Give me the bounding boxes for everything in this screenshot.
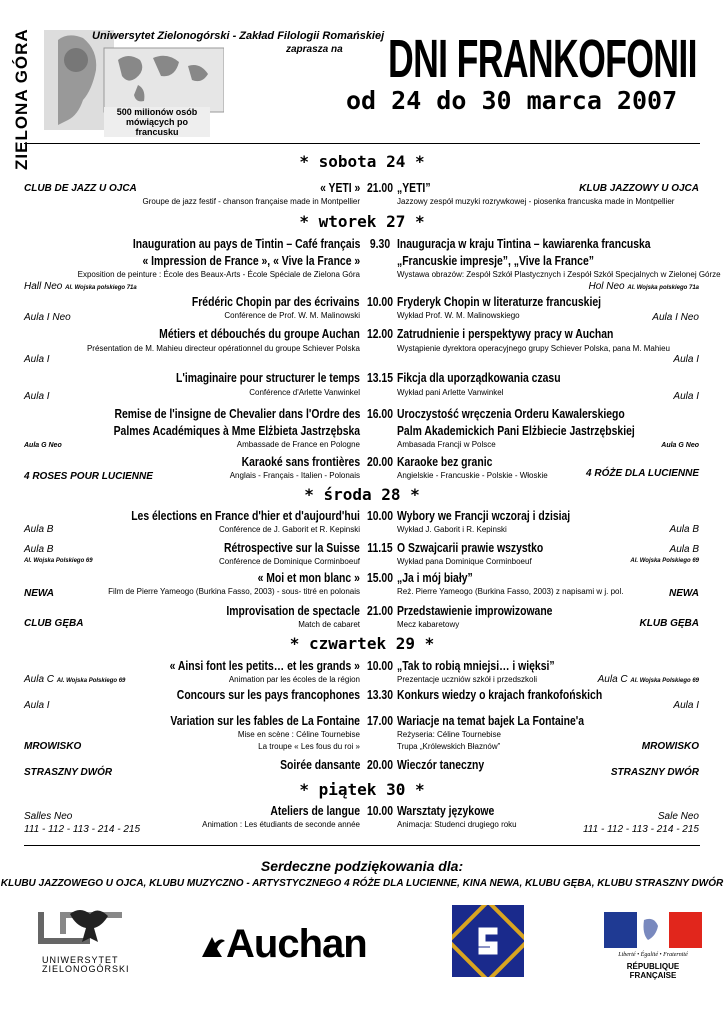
event-row [20, 236, 721, 292]
event-time: 21.00 [366, 180, 394, 195]
venue-pl: Aula B [669, 524, 699, 535]
venue-fr: Aula B [24, 544, 54, 555]
venue-pl: Aula C Al. Wojska Polskiego 69 [597, 674, 699, 685]
event-title-pl: Fikcja dla uporządkowania czasu [397, 370, 561, 385]
day-heading: * czwartek 29 * [289, 634, 435, 653]
day-heading: * sobota 24 * [299, 152, 425, 171]
event-desc-pl: Mecz kabaretowy [397, 620, 460, 629]
venue-pl: MROWISKO [641, 741, 699, 752]
venue-pl: Sale Neo [657, 811, 699, 822]
venue-fr: 4 ROSES POUR LUCIENNE [24, 471, 153, 482]
event-title-pl: Warsztaty językowe [397, 803, 495, 818]
venue-fr: Aula G Neo [24, 442, 62, 449]
event-title-pl: O Szwajcarii prawie wszystko [397, 540, 544, 555]
venue-fr-address: Al. Wojska Polskiego 69 [24, 558, 93, 564]
event-desc-fr: Ambassade de France en Pologne [236, 440, 360, 449]
event-title-pl: Karaoke bez granic [397, 454, 493, 469]
event-desc-fr: Conférence de Prof. W. M. Malinowski [224, 311, 360, 320]
event-time: 10.00 [366, 294, 394, 309]
event-time: 21.00 [366, 603, 394, 618]
venue-pl: Aula G Neo [661, 442, 699, 449]
venue-pl: STRASZNY DWÓR [610, 767, 699, 778]
divider [24, 143, 700, 144]
event-time: 13.30 [366, 687, 394, 702]
venue-pl: Hol Neo Al. Wojska polskiego 71a [588, 281, 699, 292]
day-heading: * piątek 30 * [299, 780, 425, 799]
venue-pl: Aula I [673, 700, 699, 711]
day-heading: * środa 28 * [304, 485, 420, 504]
event-title-fr: « YETI » [319, 180, 360, 195]
event-title-pl-2: Palm Akademickich Pani Elżbiecie Jastrzębskiej [397, 423, 635, 438]
page-title: DNI FRANKOFONII [388, 29, 697, 89]
venue-pl: Aula B [669, 544, 699, 555]
divider [24, 845, 700, 846]
event-title-pl: Fryderyk Chopin w literaturze francuskiej [397, 294, 602, 309]
event-title-pl: Zatrudnienie i perspektywy pracy w Auchan [397, 326, 614, 341]
event-title-pl: Inauguracja w kraju Tintina – kawiarenka francuska [397, 236, 651, 251]
event-desc-fr: Mise en scène : Céline Tournebise [237, 730, 360, 739]
event-desc-fr: Conférence d'Arlette Vanwinkel [249, 388, 360, 397]
event-row [20, 713, 704, 755]
day-heading: * wtorek 27 * [299, 212, 425, 231]
venue-fr: Aula B [24, 524, 54, 535]
venue-pl: Aula I Neo [652, 312, 699, 323]
venue-pl: Aula I [673, 391, 699, 402]
event-time: 20.00 [366, 454, 394, 469]
event-title-pl: „Tak to robią mniejsi… i więksi” [397, 658, 555, 673]
event-desc-pl: Reżyseria: Céline Tournebise [397, 730, 501, 739]
event-desc-fr: Anglais - Français - Italien - Polonais [229, 471, 360, 480]
event-desc-pl: Animacja: Studenci drugiego roku [397, 820, 517, 829]
republic-name: RÉPUBLIQUE FRANÇAISE [626, 962, 680, 980]
event-time: 16.00 [366, 406, 394, 421]
venue-fr: Aula I [24, 391, 50, 402]
venue-fr: Salles Neo [24, 811, 73, 822]
event-time: 12.00 [366, 326, 394, 341]
venue-fr: Aula I Neo [24, 312, 71, 323]
event-title-fr: Rétrospective sur la Suisse [224, 540, 360, 555]
event-desc-fr: Groupe de jazz festif - chanson française made in Montpellier [142, 197, 360, 206]
event-desc-pl: Wystąpienie dyrektora operacyjnego grupy Schiever Polska, pana M. Mahieu [397, 344, 670, 353]
event-desc-pl-2: Trupa „Królewskich Błaznów” [397, 742, 501, 751]
date-range: od 24 do 30 marca 2007 [346, 86, 678, 115]
event-title-pl: Przedstawienie improwizowane [397, 603, 553, 618]
auchan-logo: Auchan [200, 922, 367, 967]
event-title-fr: « Moi et mon blanc » [257, 570, 360, 585]
event-title-fr: Remise de l'insigne de Chevalier dans l'Ordre des [114, 406, 360, 421]
event-desc-pl: Ambasada Francji w Polsce [397, 440, 496, 449]
venue-pl: Aula I [673, 354, 699, 365]
event-desc-pl: Reż. Pierre Yameogo (Burkina Fasso, 2003) z napisami w j. pol. [397, 587, 624, 596]
event-desc-fr: Exposition de peinture : École des Beaux-Arts - École Spéciale de Zielona Góra [77, 270, 360, 279]
event-row [20, 508, 704, 538]
event-time: 9.30 [369, 236, 391, 251]
event-time: 10.00 [366, 658, 394, 673]
city-vertical: ZIELONA GÓRA [12, 28, 31, 170]
event-row [20, 454, 704, 484]
million-speakers: 500 milionów osób mówiących po francusku [104, 107, 210, 137]
event-title-pl: Wybory we Francji wczoraj i dzisiaj [397, 508, 571, 523]
university-logo-text: UNIWERSYTET ZIELONOGÓRSKI [42, 955, 130, 974]
event-row [20, 540, 704, 570]
event-row [20, 406, 704, 452]
venue-fr: MROWISKO [24, 741, 82, 752]
event-title-fr: Improvisation de spectacle [226, 603, 360, 618]
event-desc-pl: Wystawa obrazów: Zespół Szkół Plastycznych i Zespół Szkół Specjalnych w Zielonej Górze [397, 270, 721, 279]
venue-pl-rooms: 111 - 112 - 113 - 214 - 215 [582, 824, 699, 835]
event-desc-pl: Wykład J. Gaborit i R. Kepinski [397, 525, 507, 534]
event-desc-fr: Conférence de J. Gaborit et R. Kepinski [219, 525, 360, 534]
event-row [20, 803, 704, 839]
event-time: 10.00 [366, 508, 394, 523]
event-row [20, 603, 704, 633]
event-title-fr: Frédéric Chopin par des écrivains [192, 294, 360, 309]
event-row [20, 687, 704, 713]
event-desc-fr: Conférence de Dominique Corminboeuf [219, 557, 360, 566]
event-title-pl: Wieczór taneczny [397, 757, 485, 772]
event-desc-fr-2: La troupe « Les fous du roi » [258, 742, 360, 751]
event-title-fr: Inauguration au pays de Tintin – Café français [132, 236, 360, 251]
venue-fr: CLUB DE JAZZ U OJCA [24, 183, 137, 194]
event-row [20, 570, 704, 600]
event-row [20, 326, 704, 366]
venue-fr: NEWA [24, 588, 54, 599]
event-title-fr: Les élections en France d'hier et d'aujourd'hui [131, 508, 360, 523]
venue-fr: Aula I [24, 700, 50, 711]
event-desc-fr: Présentation de M. Mahieu directeur opérationnel du groupe Schiever Polska [86, 344, 360, 353]
event-title-fr: Karaoké sans frontières [241, 454, 360, 469]
event-row [20, 370, 704, 404]
thanks-heading: Serdeczne podziękowania dla: [260, 858, 464, 874]
event-desc-pl: Prezentacje uczniów szkół i przedszkoli [397, 675, 538, 684]
event-desc-fr: Animation par les écoles de la région [228, 675, 360, 684]
bird-icon [200, 924, 226, 950]
club-logo [452, 905, 524, 977]
event-title-pl: „YETI” [397, 180, 431, 195]
invites-text: zaprasza na [286, 44, 343, 55]
event-title-fr: « Ainsi font les petits… et les grands » [169, 658, 360, 673]
event-title-fr-2: Palmes Académiques à Mme Elżbieta Jastrzębska [113, 423, 360, 438]
venue-fr: Aula I [24, 354, 50, 365]
event-title-fr: Concours sur les pays francophones [176, 687, 360, 702]
university-name: Uniwersytet Zielonogórski - Zakład Filologii Romańskiej [92, 30, 385, 42]
thanks-clubs: KLUBU JAZZOWEGO U OJCA, KLUBU MUZYCZNO - ARTYSTYCZNEGO 4 RÓŻE DLA LUCIENNE, KINA NEWA, KLUBU GĘBA, KLUBU STRASZNY DWÓR [0, 878, 724, 889]
event-title-fr: Ateliers de langue [270, 803, 360, 818]
event-row [20, 294, 704, 324]
event-title-fr: Soirée dansante [279, 757, 360, 772]
event-desc-fr: Animation : Les étudiants de seconde année [202, 820, 360, 829]
venue-fr-rooms: 111 - 112 - 113 - 214 - 215 [24, 824, 141, 835]
event-desc-fr: Film de Pierre Yameogo (Burkina Fasso, 2003) - sous- titré en polonais [108, 587, 360, 596]
event-title-pl: Wariacje na temat bajek La Fontaine'a [397, 713, 585, 728]
event-desc-fr: Match de cabaret [298, 620, 360, 629]
venue-fr: Hall Neo Al. Wojska polskiego 71a [24, 281, 137, 292]
venue-fr: STRASZNY DWÓR [24, 767, 113, 778]
event-desc-pl: Wykład pana Dominique Corminboeuf [397, 557, 532, 566]
event-time: 15.00 [366, 570, 394, 585]
event-title-fr-2: « Impression de France », « Vive la France » [142, 253, 360, 268]
event-time: 10.00 [366, 803, 394, 818]
venue-fr: CLUB GĘBA [24, 618, 84, 629]
event-row [20, 658, 704, 686]
event-desc-pl: Angielskie - Francuskie - Polskie - Włoskie [397, 471, 548, 480]
event-title-fr: Métiers et débouchés du groupe Auchan [159, 326, 360, 341]
venue-pl: NEWA [669, 588, 699, 599]
event-time: 11.15 [367, 540, 393, 555]
event-desc-pl: Wykład Prof. W. M. Malinowskiego [397, 311, 520, 320]
event-time: 13.15 [366, 370, 394, 385]
event-title-fr: Variation sur les fables de La Fontaine [170, 713, 360, 728]
event-desc-pl: Jazzowy zespół muzyki rozrywkowej - piosenka francuska made in Montpellier [397, 197, 675, 206]
event-title-pl: „Ja i mój biały” [397, 570, 473, 585]
event-title-pl-2: „Francuskie impresje”, „Vive la France” [397, 253, 594, 268]
event-desc-pl: Wykład pani Arlette Vanwinkel [397, 388, 504, 397]
venue-pl: 4 RÓŻE DLA LUCIENNE [586, 468, 699, 479]
french-republic-logo [604, 912, 702, 948]
event-time: 20.00 [366, 757, 394, 772]
venue-pl: KLUB GĘBA [639, 618, 699, 629]
event-time: 17.00 [366, 713, 394, 728]
venue-pl-address: Al. Wojska Polskiego 69 [630, 558, 699, 564]
republic-motto: Liberté • Égalité • Fraternité [618, 952, 688, 958]
event-row [20, 180, 704, 208]
venue-fr: Aula C Al. Wojska Polskiego 69 [24, 674, 126, 685]
event-title-fr: L'imaginaire pour structurer le temps [176, 370, 360, 385]
event-title-pl: Konkurs wiedzy o krajach frankofońskich [397, 687, 603, 702]
event-title-pl: Uroczystość wręczenia Orderu Kawalerskiego [397, 406, 625, 421]
venue-pl: KLUB JAZZOWY U OJCA [579, 183, 699, 194]
